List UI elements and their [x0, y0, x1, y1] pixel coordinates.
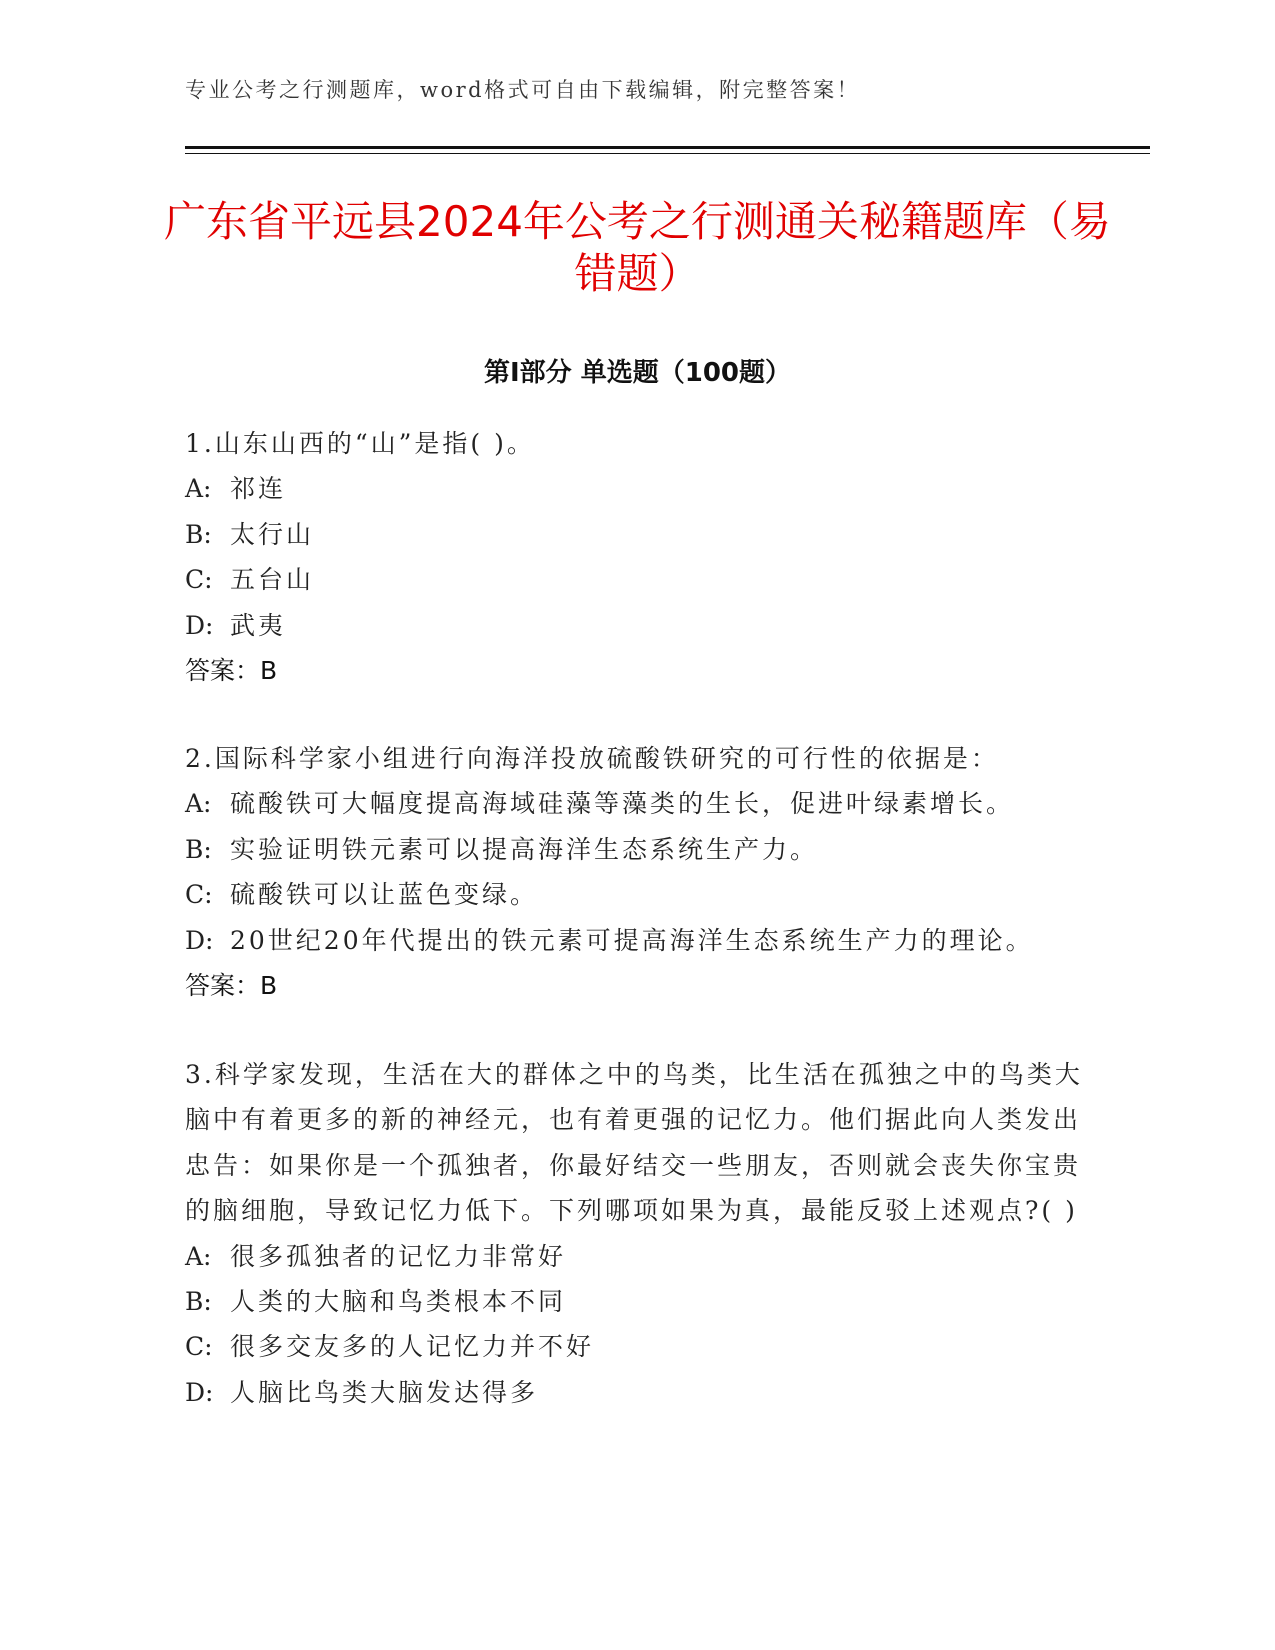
- option-a: [185, 1234, 1085, 1279]
- question-2: [185, 736, 1085, 1008]
- option-text: 太行山: [230, 519, 315, 549]
- option-c: [185, 557, 1085, 602]
- header-divider-thin: [185, 153, 1150, 154]
- option-a: [185, 781, 1085, 826]
- option-text: 20世纪20年代提出的铁元素可提高海洋生态系统生产力的理论。: [230, 925, 1034, 955]
- answer-line: 答案：B: [185, 656, 278, 686]
- option-letter: D:: [185, 925, 214, 955]
- option-d: [185, 918, 1085, 963]
- option-letter: A:: [185, 789, 212, 819]
- question-stem: 1.山东山西的“山”是指( )。: [185, 429, 535, 458]
- option-b: [185, 512, 1085, 557]
- option-d: [185, 1370, 1085, 1415]
- option-text: 五台山: [230, 565, 315, 595]
- option-text: 很多孤独者的记忆力非常好: [230, 1241, 567, 1271]
- option-text: 武夷: [230, 610, 287, 640]
- option-letter: C:: [185, 565, 213, 595]
- option-text: 硫酸铁可大幅度提高海域硅藻等藻类的生长，促进叶绿素增长。: [230, 789, 1015, 819]
- option-text: 祁连: [230, 474, 287, 504]
- question-stem: 3.科学家发现，生活在大的群体之中的鸟类，比生活在孤独之中的鸟类大脑中有着更多的新的神经元，也有着更强的记忆力。他们据此向人类发出忠告：如果你是一个孤独者，你最好结交一些朋友，否则就会丧失你宝贵的脑细胞，导致记忆力低下。下列哪项如果为真，最能反驳上述观点?( ): [185, 1060, 1083, 1226]
- option-letter: A:: [185, 474, 212, 504]
- option-b: [185, 827, 1085, 872]
- option-text: 很多交友多的人记忆力并不好: [230, 1332, 595, 1362]
- question-stem: 2.国际科学家小组进行向海洋投放硫酸铁研究的可行性的依据是：: [185, 744, 999, 773]
- option-letter: D:: [185, 1377, 214, 1407]
- option-letter: C:: [185, 1332, 213, 1362]
- answer-line: 答案：B: [185, 971, 278, 1001]
- question-3: [185, 1052, 1085, 1415]
- option-c: [185, 1324, 1085, 1369]
- option-d: [185, 603, 1085, 648]
- option-letter: D:: [185, 610, 214, 640]
- option-letter: A:: [185, 1241, 212, 1271]
- option-c: [185, 872, 1085, 917]
- option-letter: C:: [185, 880, 213, 910]
- document-title: 广东省平远县2024年公考之行测通关秘籍题库（易错题）: [164, 197, 1111, 298]
- option-text: 实验证明铁元素可以提高海洋生态系统生产力。: [230, 834, 819, 864]
- section-title: 第Ⅰ部分 单选题（100题）: [484, 358, 791, 388]
- option-b: [185, 1279, 1085, 1324]
- header-divider-thick: [185, 146, 1150, 149]
- option-letter: B:: [185, 1287, 212, 1317]
- option-letter: B:: [185, 834, 212, 864]
- option-text: 人类的大脑和鸟类根本不同: [230, 1287, 567, 1317]
- option-text: 人脑比鸟类大脑发达得多: [230, 1377, 539, 1407]
- header-note: 专业公考之行测题库，word格式可自由下载编辑，附完整答案！: [185, 78, 861, 102]
- option-letter: B:: [185, 519, 212, 549]
- option-a: [185, 466, 1085, 511]
- question-1: [185, 421, 1085, 693]
- option-text: 硫酸铁可以让蓝色变绿。: [230, 880, 539, 910]
